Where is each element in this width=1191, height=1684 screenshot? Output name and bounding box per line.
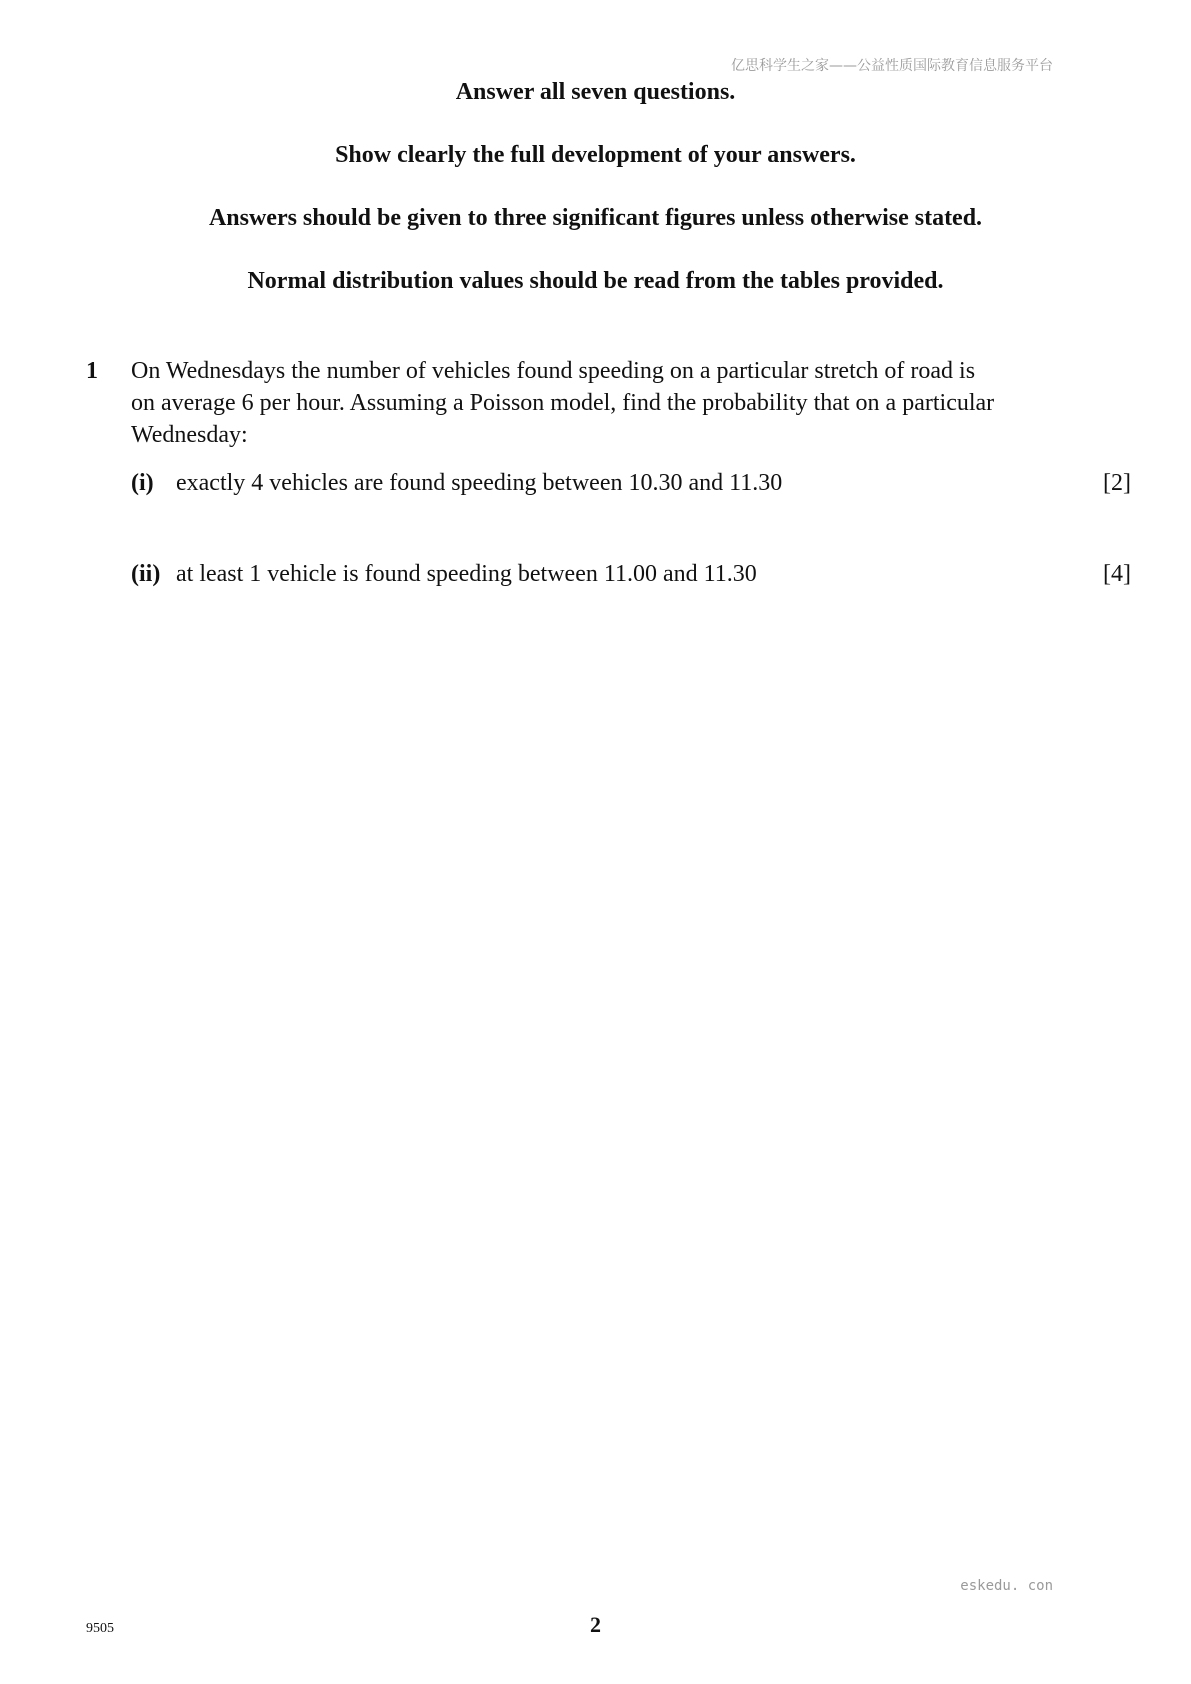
instruction-line: Answer all seven questions. [455,79,736,105]
footer-code: 9505 [86,1621,114,1636]
instruction-line: Show clearly the full development of your answers. [335,142,856,168]
instructions-block [0,78,1191,330]
part-marks: [2] [1103,470,1131,496]
part-text: exactly 4 vehicles are found speeding between 10.30 and 11.30 [176,470,783,496]
instruction-line: Answers should be given to three significant figures unless otherwise stated. [208,205,983,231]
part-label: (ii) [131,561,161,587]
watermark-top: 亿思科学生之家——公益性质国际教育信息服务平台 [731,58,1053,74]
page-number: 2 [590,1612,601,1637]
question-stem-line: On Wednesdays the number of vehicles found speeding on a particular stretch of road is [131,358,976,384]
question-stem-line: on average 6 per hour. Assuming a Poisson model, find the probability that on a particular [131,390,995,416]
question-stem [131,355,1131,451]
instruction-line: Normal distribution values should be read from the tables provided. [247,268,944,294]
part-text: at least 1 vehicle is found speeding between 11.00 and 11.30 [176,561,757,587]
question-stem-line: Wednesday: [131,422,248,448]
watermark-bottom: eskedu. con [960,1578,1053,1594]
question-number: 1 [86,358,98,384]
part-marks: [4] [1103,561,1131,587]
part-label: (i) [131,470,154,496]
